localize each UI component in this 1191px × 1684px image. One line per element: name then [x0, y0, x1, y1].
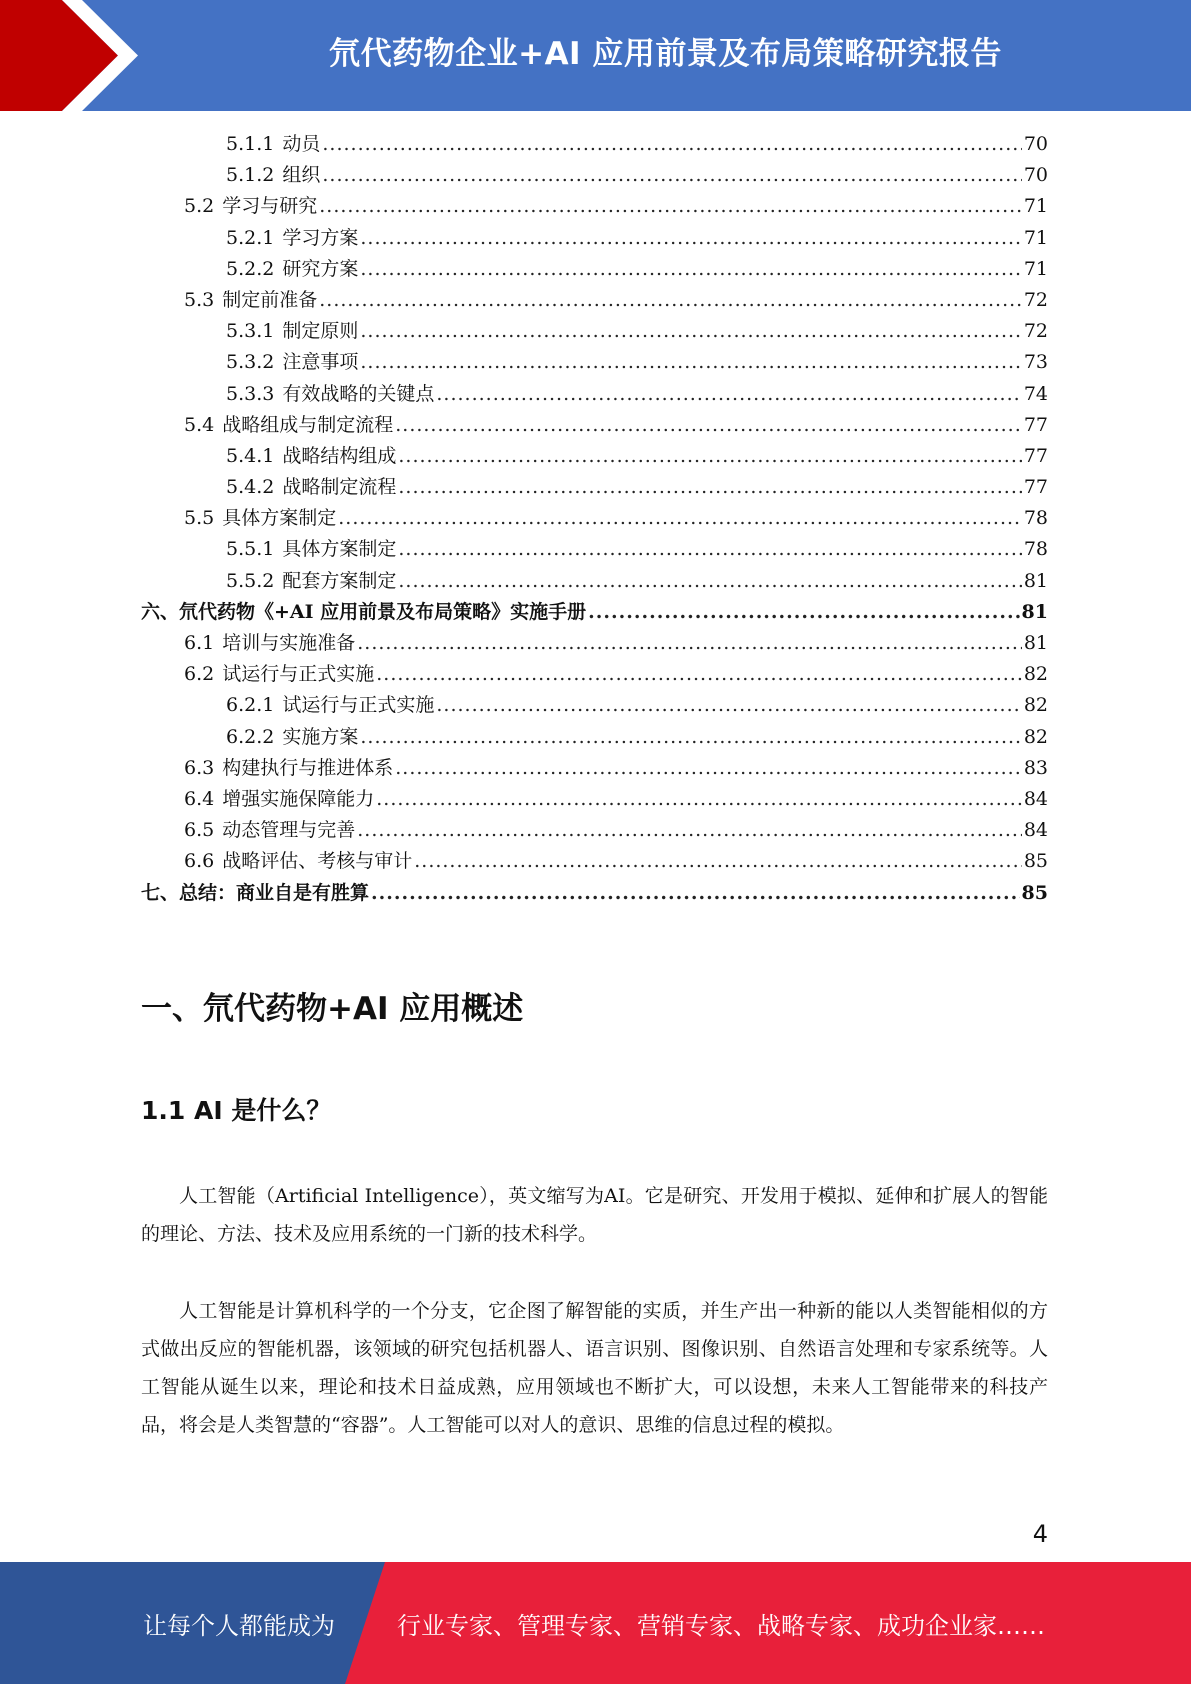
toc-entry-number: 6.2 [184, 663, 215, 686]
toc-entry-label: 试运行与正式实施 [222, 663, 375, 686]
toc-entry-number: 6.6 [184, 850, 215, 873]
toc-entry-label: 有效战略的关键点 [282, 382, 435, 405]
toc-entry[interactable] [141, 191, 1048, 222]
toc-entry[interactable] [141, 628, 1048, 659]
toc-entry-page: 84 [1023, 787, 1048, 810]
toc-entry[interactable] [141, 410, 1048, 441]
toc-entry-number: 6.1 [184, 632, 215, 654]
toc-entry-label: 培训与实施准备 [222, 632, 356, 654]
toc-entry-label: 具体方案制定 [222, 507, 337, 530]
toc-entry[interactable] [141, 846, 1048, 877]
toc-entry[interactable] [141, 285, 1048, 316]
toc-entry-page: 73 [1023, 351, 1048, 374]
toc-entry[interactable] [141, 316, 1048, 347]
toc-entry-page: 81 [1021, 600, 1048, 623]
toc-entry-page: 72 [1023, 320, 1048, 343]
toc-dot-leader [436, 383, 1021, 405]
toc-dot-leader [376, 788, 1022, 810]
toc-entry-label: 构建执行与推进体系 [222, 756, 394, 779]
toc-entry-number: 6.3 [184, 756, 215, 779]
toc-entry-page: 82 [1023, 694, 1048, 717]
toc-entry[interactable] [141, 223, 1048, 254]
toc-entry[interactable] [141, 690, 1048, 721]
page-number: 4 [1032, 1520, 1048, 1548]
section-heading: 一、氘代药物+AI 应用概述 [141, 991, 524, 1027]
toc-entry-page: 82 [1023, 725, 1048, 748]
toc-dot-leader [360, 227, 1021, 249]
toc-entry-label: 实施方案 [282, 725, 359, 748]
toc-dot-leader [360, 258, 1021, 280]
table-of-contents [141, 129, 1048, 909]
toc-entry-label: 学习方案 [282, 226, 359, 249]
toc-entry-page: 70 [1023, 164, 1048, 187]
toc-entry-number: 5.5.2 [226, 569, 275, 592]
toc-dot-leader [360, 351, 1021, 373]
toc-entry[interactable] [141, 472, 1048, 503]
toc-entry-page: 84 [1023, 819, 1048, 842]
toc-entry-label: 试运行与正式实施 [282, 694, 435, 717]
toc-dot-leader [398, 476, 1021, 498]
toc-entry-page: 82 [1023, 663, 1048, 686]
toc-entry-page: 81 [1023, 632, 1048, 654]
toc-entry-page: 85 [1021, 881, 1048, 904]
toc-entry-page: 81 [1023, 569, 1048, 592]
toc-entry-label: 制定前准备 [222, 288, 318, 311]
toc-entry-number: 5.3.1 [226, 320, 275, 343]
toc-entry-page: 71 [1023, 226, 1048, 249]
toc-entry[interactable] [141, 441, 1048, 472]
toc-entry-label: 增强实施保障能力 [222, 787, 375, 810]
toc-entry-number: 6.2.1 [226, 694, 275, 717]
toc-entry-label: 注意事项 [282, 351, 359, 374]
toc-entry-number: 6.5 [184, 819, 215, 842]
toc-entry-number: 5.1.2 [226, 164, 275, 187]
toc-dot-leader [338, 507, 1022, 529]
toc-dot-leader [395, 757, 1022, 779]
footer-slogan-left: 让每个人都能成为 [143, 1612, 335, 1640]
toc-entry[interactable] [141, 753, 1048, 784]
toc-dot-leader [319, 195, 1022, 217]
toc-entry-number: 5.3.3 [226, 382, 275, 405]
toc-entry-page: 70 [1023, 133, 1048, 155]
toc-dot-leader [357, 819, 1022, 841]
subsection-heading: 1.1 AI 是什么？ [141, 1096, 332, 1125]
body-paragraph: 人工智能（Artificial Intelligence），英文缩写为AI。它是研究、开发用于模拟、延伸和扩展人的智能的理论、方法、技术及应用系统的一门新的技术科学。 [141, 1185, 1048, 1245]
toc-entry[interactable] [141, 254, 1048, 285]
toc-dot-leader [376, 663, 1022, 685]
toc-dot-leader [414, 850, 1022, 872]
toc-entry-label: 七、总结：商业自是有胜算 [141, 881, 370, 904]
toc-entry-label: 战略结构组成 [282, 444, 397, 467]
toc-entry-page: 85 [1023, 850, 1048, 873]
page-header [0, 0, 1191, 111]
toc-dot-leader [357, 632, 1022, 654]
toc-entry-number: 5.3 [184, 288, 215, 311]
toc-entry-number: 5.2.1 [226, 226, 275, 249]
toc-entry-page: 71 [1023, 257, 1048, 280]
toc-entry-number: 5.4.1 [226, 444, 275, 467]
toc-entry-number: 5.3.2 [226, 351, 275, 374]
toc-entry[interactable] [141, 129, 1048, 160]
toc-entry[interactable] [141, 534, 1048, 565]
toc-entry-label: 配套方案制定 [282, 569, 397, 592]
toc-entry-number: 6.4 [184, 787, 215, 810]
toc-entry[interactable] [141, 878, 1048, 909]
toc-entry-number: 5.2.2 [226, 257, 275, 280]
toc-entry-page: 83 [1023, 756, 1048, 779]
toc-dot-leader [588, 601, 1019, 623]
page-footer [0, 1562, 1191, 1684]
toc-entry-label: 制定原则 [282, 320, 359, 343]
toc-dot-leader [395, 414, 1022, 436]
toc-entry-label: 学习与研究 [222, 195, 318, 218]
footer-slogan-right: 行业专家、管理专家、营销专家、战略专家、成功企业家…… [397, 1612, 1045, 1640]
toc-dot-leader [360, 320, 1021, 342]
toc-entry[interactable] [141, 503, 1048, 534]
toc-entry-number: 6.2.2 [226, 725, 275, 748]
toc-entry-label: 战略制定流程 [282, 476, 397, 499]
toc-dot-leader [398, 538, 1021, 560]
toc-entry-number: 5.2 [184, 195, 215, 218]
toc-entry[interactable] [141, 597, 1048, 628]
toc-entry-number: 5.1.1 [226, 133, 275, 155]
toc-entry-page: 78 [1023, 538, 1048, 561]
toc-entry-page: 71 [1023, 195, 1048, 218]
toc-entry-number: 5.5.1 [226, 538, 275, 561]
report-title: 氘代药物企业+AI 应用前景及布局策略研究报告 [329, 36, 1002, 72]
toc-entry[interactable] [141, 784, 1048, 815]
toc-entry-label: 战略组成与制定流程 [222, 413, 394, 436]
toc-entry[interactable] [141, 347, 1048, 378]
toc-entry-label: 战略评估、考核与审计 [222, 850, 413, 873]
toc-entry-label: 具体方案制定 [282, 538, 397, 561]
toc-entry-label: 动态管理与完善 [222, 819, 356, 842]
toc-entry-page: 77 [1023, 444, 1048, 467]
toc-entry-label: 动员 [282, 133, 321, 155]
toc-entry[interactable] [141, 566, 1048, 597]
red-chevron-decoration [0, 0, 150, 111]
toc-entry[interactable] [141, 379, 1048, 410]
toc-entry-label: 研究方案 [282, 257, 359, 280]
toc-entry[interactable] [141, 659, 1048, 690]
toc-dot-leader [436, 694, 1021, 716]
toc-dot-leader [360, 726, 1021, 748]
toc-entry-page: 72 [1023, 288, 1048, 311]
toc-dot-leader [398, 445, 1021, 467]
toc-dot-leader [322, 133, 1021, 155]
toc-entry[interactable] [141, 815, 1048, 846]
toc-entry-label: 六、氘代药物《+AI 应用前景及布局策略》实施手册 [141, 600, 587, 623]
toc-entry[interactable] [141, 722, 1048, 753]
toc-entry-page: 74 [1023, 382, 1048, 405]
toc-entry-label: 组织 [282, 164, 321, 187]
toc-dot-leader [322, 164, 1021, 186]
toc-entry-number: 5.5 [184, 507, 215, 530]
toc-dot-leader [398, 570, 1021, 592]
toc-dot-leader [371, 882, 1020, 904]
toc-entry-page: 78 [1023, 507, 1048, 530]
toc-entry-number: 5.4 [184, 413, 215, 436]
toc-entry-page: 77 [1023, 476, 1048, 499]
toc-entry-page: 77 [1023, 413, 1048, 436]
toc-dot-leader [319, 289, 1022, 311]
body-paragraph: 人工智能是计算机科学的一个分支，它企图了解智能的实质，并生产出一种新的能以人类智能相似的方式做出反应的智能机器，该领域的研究包括机器人、语言识别、图像识别、自然语言处理和专家系统等。人工智能从诞生以来，理论和技术日益成熟，应用领域也不断扩大，可以设想，未来人工智能带来的科技产品，将会是人类智慧的“容器”。人工智能可以对人的意识、思维的信息过程的模拟。 [141, 1300, 1048, 1436]
toc-entry-number: 5.4.2 [226, 476, 275, 499]
toc-entry[interactable] [141, 160, 1048, 191]
